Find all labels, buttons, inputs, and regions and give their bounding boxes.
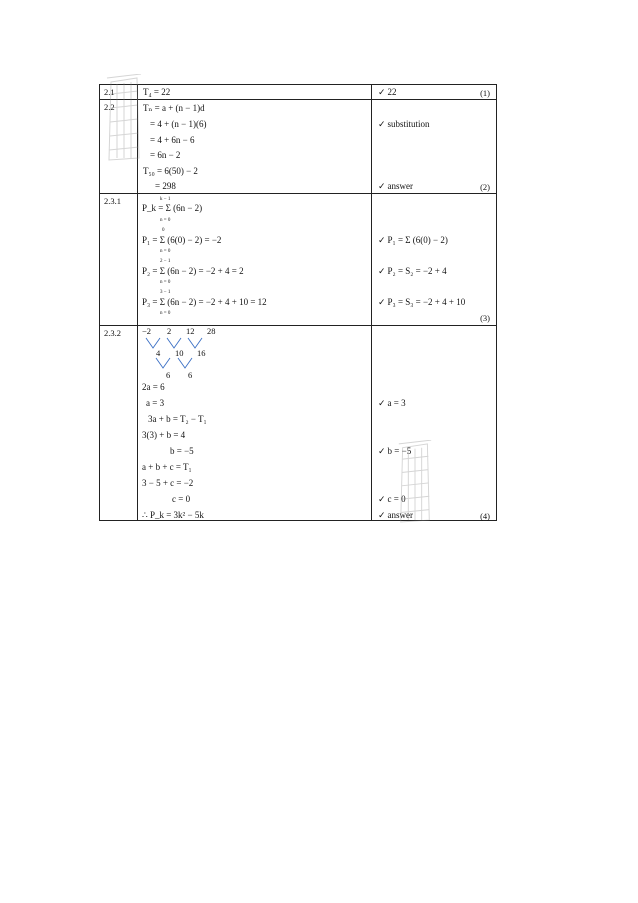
work-line: 2a = 6 <box>142 382 165 392</box>
tick-icon: ✓ <box>378 495 386 505</box>
tick-icon: ✓ <box>378 236 386 246</box>
mark-line: ✓ P₃ = S₃ = −2 + 4 + 10 <box>378 297 466 308</box>
mark-line: ✓ answer <box>378 510 414 521</box>
row-divider <box>100 193 496 194</box>
mark-line: ✓ b = −5 <box>378 446 412 457</box>
sum-upper-limit: 0 <box>162 228 165 233</box>
tick-icon: ✓ <box>378 267 386 277</box>
tick-icon: ✓ <box>378 511 386 521</box>
work-line: = 4 + 6n − 6 <box>150 135 195 145</box>
question-number: 2.3.1 <box>104 196 121 206</box>
work-line: P₁ = Σ (6(0) − 2) = −2 <box>142 235 222 245</box>
work-line: 3 − 5 + c = −2 <box>142 478 194 488</box>
sequence-term: 2 <box>167 326 172 336</box>
sum-upper-limit: 3 − 1 <box>160 290 171 295</box>
work-line: T₅₀ = 6(50) − 2 <box>143 166 198 176</box>
work-line: T₄ = 22 <box>143 87 171 97</box>
sum-lower-limit: n = 0 <box>160 218 171 223</box>
work-line: b = −5 <box>170 446 194 456</box>
work-line: a = 3 <box>146 398 165 408</box>
work-line: ∴ P_k = 3k² − 5k <box>142 510 204 520</box>
mark-line: ✓ a = 3 <box>378 398 406 409</box>
work-line: P₃ = Σ (6n − 2) = −2 + 4 + 10 = 12 <box>142 297 267 307</box>
work-line: = 4 + (n − 1)(6) <box>150 119 207 129</box>
first-difference: 4 <box>156 348 161 358</box>
sequence-term: 28 <box>207 326 216 336</box>
mark-allocation: (2) <box>480 182 490 192</box>
tower-logo-icon <box>395 440 435 524</box>
sum-lower-limit: n = 0 <box>160 311 171 316</box>
work-line: Tₙ = a + (n − 1)d <box>143 103 205 113</box>
first-difference: 10 <box>175 348 184 358</box>
question-number: 2.2 <box>104 102 115 112</box>
row-divider <box>100 99 496 100</box>
sum-lower-limit: n = 0 <box>160 280 171 285</box>
work-line: c = 0 <box>172 494 191 504</box>
tick-icon: ✓ <box>378 447 386 457</box>
question-number: 2.3.2 <box>104 328 121 338</box>
column-divider <box>371 85 372 520</box>
first-difference: 16 <box>197 348 206 358</box>
work-line: = 298 <box>155 181 176 191</box>
mark-allocation: (1) <box>480 88 490 98</box>
work-line: = 6n − 2 <box>150 150 181 160</box>
work-line: P_k = Σ (6n − 2) <box>142 203 203 213</box>
mark-line: ✓ answer <box>378 181 414 192</box>
mark-allocation: (4) <box>480 511 490 521</box>
sum-upper-limit: 2 − 1 <box>160 259 171 264</box>
tick-icon: ✓ <box>378 298 386 308</box>
work-line: 3a + b = T₂ − T₁ <box>148 414 207 424</box>
second-difference: 6 <box>166 370 171 380</box>
mark-line: ✓ P₁ = Σ (6(0) − 2) <box>378 235 448 246</box>
tick-icon: ✓ <box>378 88 386 98</box>
sum-lower-limit: n = 0 <box>160 249 171 254</box>
work-line: P₂ = Σ (6n − 2) = −2 + 4 = 2 <box>142 266 244 276</box>
mark-line: ✓ c = 0 <box>378 494 406 505</box>
row-divider <box>100 325 496 326</box>
question-number: 2.1 <box>104 87 115 97</box>
sum-upper-limit: k − 1 <box>160 197 171 202</box>
work-line: a + b + c = T₁ <box>142 462 192 472</box>
mark-line: ✓ substitution <box>378 119 430 130</box>
sequence-term: −2 <box>142 326 152 336</box>
tick-icon: ✓ <box>378 120 386 130</box>
mark-line: ✓ P₂ = S₂ = −2 + 4 <box>378 266 447 277</box>
memo-table <box>99 84 497 521</box>
tick-icon: ✓ <box>378 399 386 409</box>
mark-line: ✓ 22 <box>378 87 397 98</box>
tick-icon: ✓ <box>378 182 386 192</box>
mark-allocation: (3) <box>480 313 490 323</box>
sequence-term: 12 <box>186 326 195 336</box>
second-difference: 6 <box>188 370 193 380</box>
work-line: 3(3) + b = 4 <box>142 430 186 440</box>
tower-logo-icon <box>103 74 145 162</box>
